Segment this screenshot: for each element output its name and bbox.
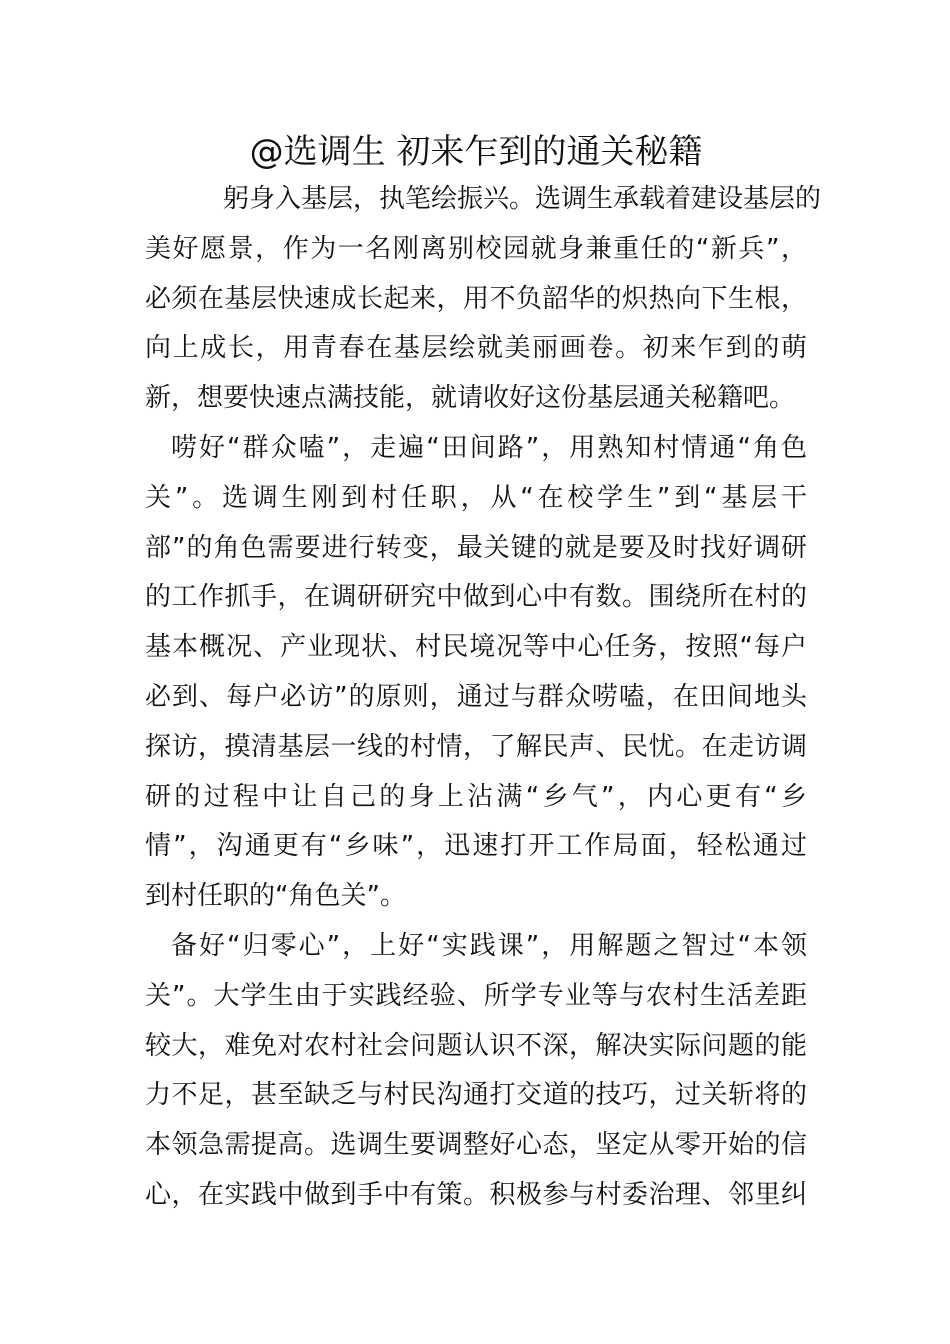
document-title: @选调生 初来乍到的通关秘籍 bbox=[249, 132, 703, 172]
paragraph-1-line-3: 必须在基层快速成长起来，用不负韶华的炽热向下生根， bbox=[145, 283, 807, 314]
paragraph-1-line-1: 躬身入基层，执笔绘振兴。选调生承载着建设基层的 bbox=[223, 184, 822, 214]
paragraph-3-line-3: 较大，难免对农村社会问题认识不深，解决实际问题的能 bbox=[145, 1030, 807, 1061]
paragraph-2-line-7: 探访，摸清基层一线的村情，了解民声、民忧。在走访调 bbox=[145, 731, 807, 762]
paragraph-3-line-6: 心，在实践中做到手中有策。积极参与村委治理、邻里纠 bbox=[145, 1179, 807, 1210]
paragraph-3-line-5: 本领急需提高。选调生要调整好心态，坚定从零开始的信 bbox=[145, 1130, 807, 1161]
paragraph-2-line-6: 必到、每户必访”的原则，通过与群众唠嗑，在田间地头 bbox=[145, 681, 807, 712]
paragraph-1-line-5: 新，想要快速点满技能，就请收好这份基层通关秘籍吧。 bbox=[145, 383, 796, 414]
paragraph-2-line-3: 部”的角色需要进行转变，最关键的就是要及时找好调研 bbox=[145, 532, 807, 563]
paragraph-2-line-9: 情”，沟通更有“乡味”，迅速打开工作局面，轻松通过 bbox=[145, 831, 807, 862]
paragraph-2-line-1: 唠好“群众嗑”，走遍“田间路”，用熟知村情通“角色 bbox=[171, 432, 807, 463]
paragraph-3-line-2: 关”。大学生由于实践经验、所学专业等与农村生活差距 bbox=[145, 980, 807, 1011]
paragraph-2-line-8: 研的过程中让自己的身上沾满“乡气”，内心更有“乡 bbox=[145, 781, 807, 812]
document-body bbox=[145, 175, 822, 1221]
paragraph-2-line-4: 的工作抓手，在调研研究中做到心中有数。围绕所在村的 bbox=[145, 582, 807, 613]
paragraph-2-line-2: 关”。选调生刚到村任职，从“在校学生”到“基层干 bbox=[145, 482, 807, 513]
paragraph-2-line-10: 到村任职的“角色关”。 bbox=[145, 881, 406, 912]
paragraph-1-line-2: 美好愿景，作为一名刚离别校园就身兼重任的“新兵”， bbox=[145, 233, 807, 264]
paragraph-3-line-1: 备好“归零心”，上好“实践课”，用解题之智过“本领 bbox=[171, 930, 807, 961]
paragraph-3-line-4: 力不足，甚至缺乏与村民沟通打交道的技巧，过关斩将的 bbox=[145, 1080, 807, 1111]
paragraph-2-line-5: 基本概况、产业现状、村民境况等中心任务，按照“每户 bbox=[145, 632, 807, 663]
paragraph-1-line-4: 向上成长，用青春在基层绘就美丽画卷。初来乍到的萌 bbox=[145, 333, 807, 364]
